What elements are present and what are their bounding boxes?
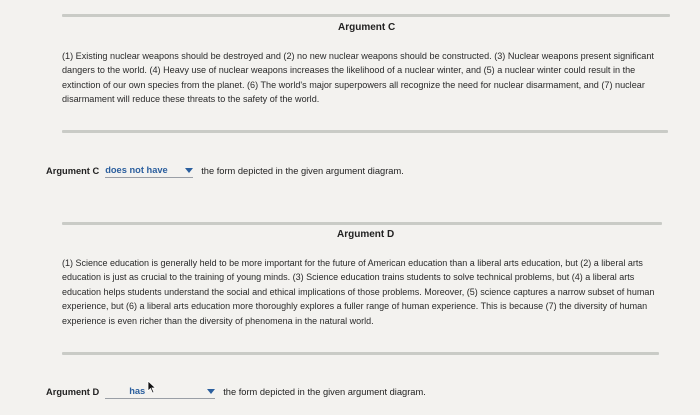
mouse-cursor-icon [147,380,157,394]
argument-d-title: Argument D [337,229,395,240]
question-c-suffix: the form depicted in the given argument diagram. [201,165,404,176]
question-d-dropdown[interactable] [105,384,215,399]
question-c-selected: does not have [105,165,168,175]
argument-c-text: (1) Existing nuclear weapons should be destroyed and (2) no new nuclear weapons should be constructed. (3) Nuclear weapons present significant dangers to the world. (4) Heavy use of nuclear weapons increases the likelihood of a nuclear winter, and (5) a nuclear winter could result in the extinction of our own species from the planet. (6) The world's major superpowers all recognize the need for nuclear disarmament, and (7) nuclear disarmament will reduce these threats to the safety of the world. [62,51,654,105]
question-c-label: Argument C [46,165,100,176]
argument-c-title: Argument C [338,22,396,33]
question-d-selected: has [129,386,146,396]
question-c [46,163,404,178]
divider-top [62,14,670,17]
caret-down-icon [207,389,215,394]
argument-d-text: (1) Science education is generally held to be more important for the future of American education than a liberal arts education, but (2) a liberal arts education is just as crucial to the training of young minds. (3) Science education trains students to solve technical problems, but (4) a liberal arts education helps students understand the social and ethical implications of those problems. Moreover, (5) science captures a narrow subset of human experience, but (6) a liberal arts education more thoroughly explores a fuller range of human experience. This is because (7) the diversity of human experience is even richer than the diversity of phenomena in the natural world. [62,258,655,326]
divider-d-top [62,222,662,225]
question-c-dropdown[interactable] [105,163,193,178]
divider-d-bottom [62,352,659,355]
question-d [46,384,426,399]
divider-c-bottom [62,130,668,133]
caret-down-icon [185,168,193,173]
question-d-suffix: the form depicted in the given argument diagram. [223,386,426,397]
question-d-label: Argument D [46,386,100,397]
